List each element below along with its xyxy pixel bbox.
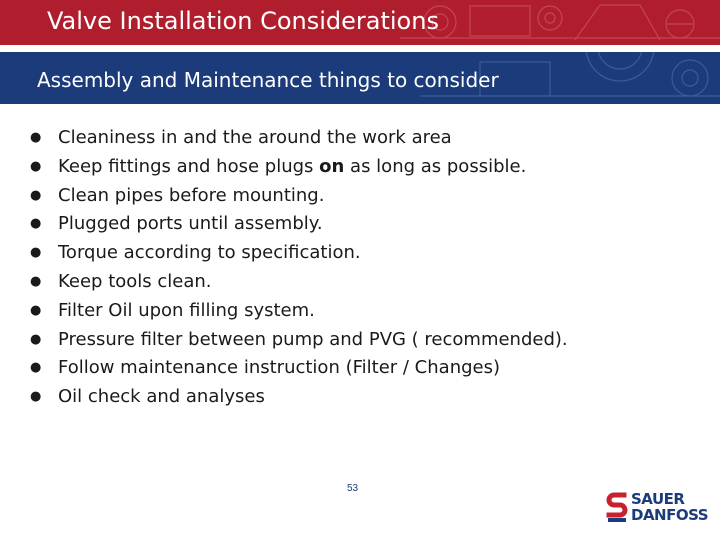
- bullet-item: ● Keep tools clean.: [36, 268, 568, 297]
- bullet-icon: ●: [30, 187, 42, 203]
- bullet-icon: ●: [30, 331, 42, 347]
- bullet-icon: ●: [30, 158, 42, 174]
- bullet-icon: ●: [30, 360, 42, 376]
- bullet-icon: ●: [30, 389, 42, 405]
- bullet-item: ● Cleaniness in and the around the work area: [36, 124, 568, 153]
- sauer-danfoss-logo: [606, 490, 710, 528]
- slide-subtitle: Assembly and Maintenance things to consider: [37, 68, 499, 92]
- logo-word-danfoss: DANFOSS: [631, 506, 709, 524]
- page-number: 53: [347, 483, 359, 494]
- bullet-icon: ●: [30, 130, 42, 145]
- machinery-watermark-icon: [400, 0, 720, 45]
- bullet-icon: ●: [30, 245, 42, 261]
- bullet-icon: ●: [30, 302, 42, 318]
- bullet-item: ● Oil check and analyses: [36, 383, 568, 412]
- bullet-item: ● Follow maintenance instruction (Filter / Changes): [36, 354, 568, 383]
- bullet-item: ● Clean pipes before mounting.: [36, 182, 568, 211]
- bullet-icon: ●: [30, 216, 42, 232]
- subtitle-bar: [0, 52, 720, 104]
- title-bar: [0, 0, 720, 45]
- logo-mark-icon: [606, 491, 628, 525]
- bullet-icon: ●: [30, 273, 42, 289]
- bullet-item: ● Torque according to specification.: [36, 239, 568, 268]
- bullet-list: [30, 124, 568, 412]
- bullet-item: ● Keep fittings and hose plugs on as long as possible.: [36, 153, 568, 182]
- bullet-item: ● Filter Oil upon filling system.: [36, 297, 568, 326]
- bullet-item: ● Pressure filter between pump and PVG ( recommended).: [36, 326, 568, 355]
- logo-word-sauer: SAUER: [631, 490, 685, 508]
- bullet-item: ● Plugged ports until assembly.: [36, 210, 568, 239]
- slide-title: Valve Installation Considerations: [47, 7, 439, 35]
